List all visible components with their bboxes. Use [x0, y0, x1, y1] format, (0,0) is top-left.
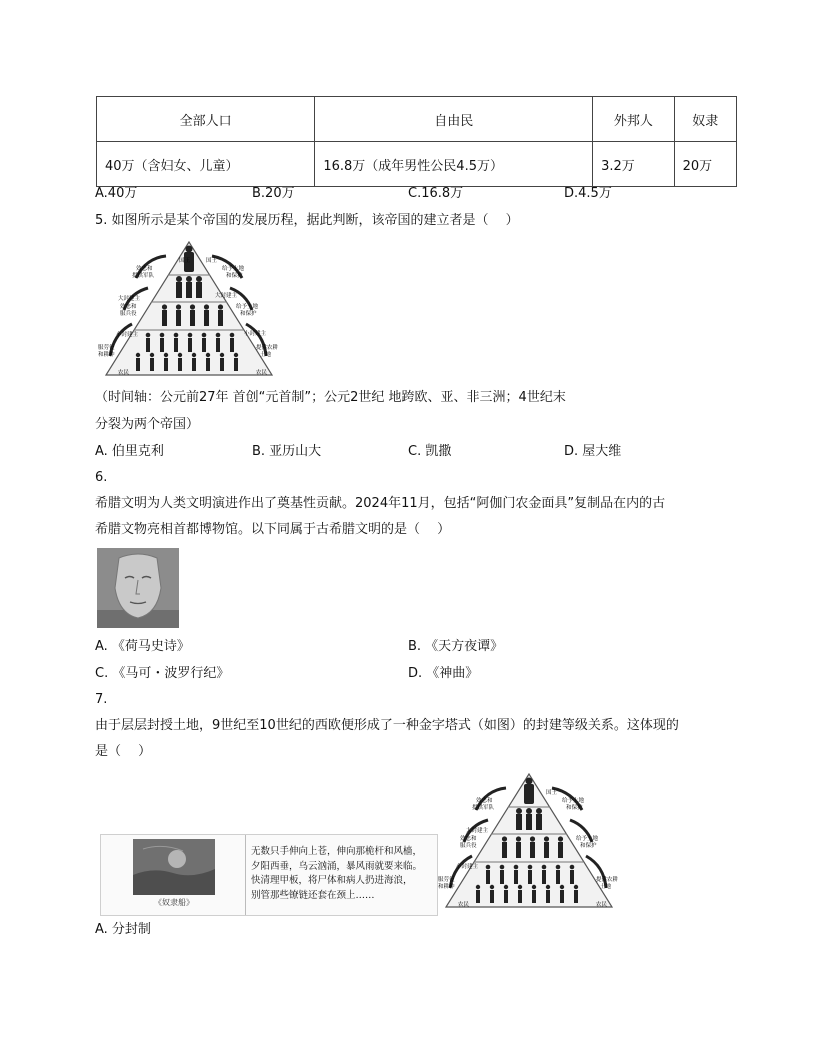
- table-cell: 16.8万（成年男性公民4.5万）: [315, 142, 593, 187]
- q4-option-b: B.20万: [252, 186, 295, 201]
- pyramid-label-lord-left: 大封建主: [118, 296, 141, 302]
- pyramid-label-small-lord: 小封建主: [116, 332, 139, 338]
- pyramid-label-king-right: 国王: [206, 258, 218, 264]
- golden-mask-photo: [97, 548, 179, 628]
- pyramid-note-right1b: 和保护: [226, 273, 243, 279]
- q6-option-d: D. 《神曲》: [408, 666, 479, 681]
- pyramid-label-king: 国王: [546, 790, 558, 796]
- figure-divider: [245, 835, 246, 915]
- pyramid-note-right1b: 和保护: [566, 805, 583, 811]
- pyramid-note-right1: 给予土地: [222, 266, 245, 272]
- pyramid-note-left3b: 和耕种: [98, 352, 115, 358]
- q6-option-c: C. 《马可・波罗行纪》: [95, 666, 230, 681]
- slave-ship-painting: [133, 839, 215, 895]
- q5-option-d: D. 屋大维: [564, 444, 622, 459]
- poem-line: 夕阳西垂，乌云汹涌，暴风雨就要来临。: [251, 860, 423, 872]
- table-cell: 3.2万: [593, 142, 675, 187]
- q5-option-b: B. 亚历山大: [252, 444, 322, 459]
- q6-stem-line2: 希腊文物亮相首都博物馆。以下同属于古希腊文明的是（ ）: [95, 522, 451, 537]
- pyramid-note-left2b: 服兵役: [120, 311, 137, 317]
- pyramid-label-peasant-left: 农民: [118, 370, 130, 376]
- q6-number: 6.: [95, 470, 108, 485]
- pyramid-label-peasant: 农民: [256, 370, 268, 376]
- q7-option-a: A. 分封制: [95, 922, 151, 937]
- pyramid-label-peasant-left: 农民: [458, 902, 470, 908]
- pyramid-note-left1: 效忠和: [136, 266, 153, 272]
- pyramid-note-left3: 服劳役: [438, 877, 455, 883]
- pyramid-note-right2: 给予土地: [236, 304, 259, 310]
- pyramid-note-left1b: 提供军队: [472, 805, 495, 811]
- q6-option-a: A. 《荷马史诗》: [95, 639, 190, 654]
- table-header-row: [97, 97, 737, 142]
- pyramid-label-king: 国王: [179, 258, 191, 264]
- q5-stem: 5. 如图所示是某个帝国的发展历程，据此判断，该帝国的建立者是（ ）: [95, 213, 519, 228]
- slave-ship-poem: [251, 845, 422, 903]
- q6-stem-line1: 希腊文明为人类文明演进作出了奠基性贡献。2024年11月，包括“阿伽门农金面具”复制品在内的古: [95, 496, 666, 511]
- q7-stem-line2: 是（ ）: [95, 744, 152, 759]
- pyramid-label-small-lord-right: 小封建主: [244, 331, 267, 337]
- q4-option-c: C.16.8万: [408, 186, 464, 201]
- header-cell: 外邦人: [593, 97, 675, 142]
- poem-line: 无数只手伸向上苍，伸向那桅杆和风樯，: [251, 846, 423, 857]
- poem-line: 快清理甲板，将尸体和病人扔进海浪，: [251, 875, 413, 886]
- q6-option-b: B. 《天方夜谭》: [408, 639, 504, 654]
- pyramid-label-peasant: 农民: [596, 902, 608, 908]
- q4-option-d: D.4.5万: [564, 186, 612, 201]
- q5-option-a: A. 伯里克利: [95, 444, 164, 459]
- q5-option-c: C. 凯撒: [408, 444, 452, 459]
- pyramid-note-left1b: 提供军队: [132, 273, 155, 279]
- header-cell: 自由民: [315, 97, 593, 142]
- pyramid-note-right2b: 和保护: [580, 843, 597, 849]
- header-cell: 全部人口: [97, 97, 315, 142]
- poem-line: 别管那些镣链还套在颈上……: [251, 889, 375, 901]
- header-cell: 奴隶: [674, 97, 736, 142]
- population-table: [96, 96, 737, 187]
- pyramid-label-lord: 大封建主: [215, 293, 238, 299]
- pyramid-note-right2: 给予土地: [576, 836, 599, 842]
- slave-ship-caption: 《奴隶船》: [154, 898, 194, 907]
- pyramid-label-lord: 大封建主: [466, 828, 489, 834]
- table-cell: 40万（含妇女、儿童）: [97, 142, 315, 187]
- feudal-pyramid-diagram: [96, 238, 282, 380]
- q5-timeline-line1: （时间轴：公元前27年 首创“元首制”；公元2世纪 地跨欧、亚、非三洲；4世纪末: [95, 390, 566, 405]
- q7-number: 7.: [95, 692, 108, 707]
- pyramid-note-left1: 效忠和: [476, 798, 493, 804]
- pyramid-note-left2b: 服兵役: [460, 843, 477, 849]
- table-cell: 20万: [674, 142, 736, 187]
- q4-option-a: A.40万: [95, 186, 138, 201]
- pyramid-note-right1: 给予土地: [562, 798, 585, 804]
- pyramid-note-right3b: 土地: [260, 352, 272, 358]
- feudal-pyramid-diagram-q7: [436, 770, 622, 912]
- pyramid-note-left3: 服劳役: [98, 345, 115, 351]
- pyramid-note-left2: 效忠和: [460, 836, 477, 842]
- q5-timeline-line2: 分裂为两个帝国）: [95, 417, 200, 432]
- pyramid-note-right2b: 和保护: [240, 311, 257, 317]
- pyramid-note-left3b: 和耕种: [438, 884, 455, 890]
- pyramid-label-small-lord: 小封建主: [456, 864, 479, 870]
- pyramid-note-right3: 提供农耕: [596, 877, 619, 883]
- pyramid-note-right3: 提供农耕: [256, 345, 279, 351]
- q7-stem-line1: 由于层层封授土地，9世纪至10世纪的西欧便形成了一种金字塔式（如图）的封建等级关系。这体现的: [95, 718, 679, 733]
- pyramid-note-left2: 效忠和: [120, 304, 137, 310]
- pyramid-note-right3b: 土地: [600, 884, 612, 890]
- table-row: [97, 142, 737, 187]
- slave-ship-figure: [100, 834, 438, 916]
